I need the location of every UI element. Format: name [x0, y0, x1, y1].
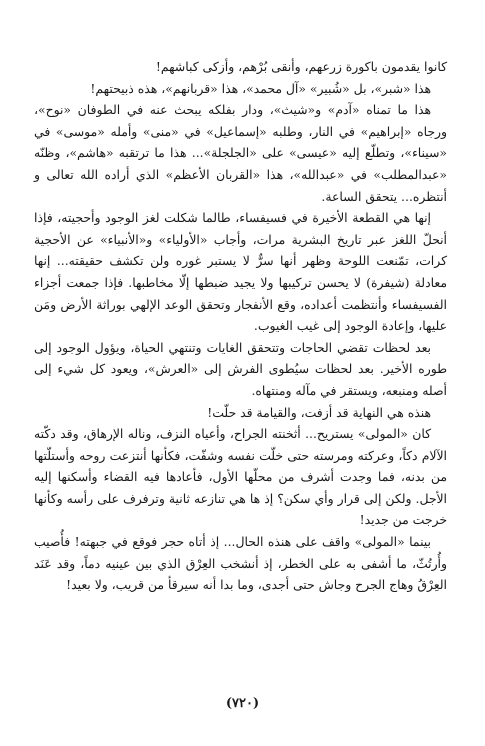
paragraph: هذا ما تمناه «آدم» و«شيث»، ودار بفلكه يبحث عنه في الطوفان «نوح»، ورجاه «إبراهيم» في النار، وطلبه «إسماعيل» في «منى» وأمله «موسى» في «سيناء»، وتطلّع إليه «عيسى» على «الجلجلة»... هذا ما ترتقبه «هاشم»، وظنّه «عبدالمطلب» في «عبدالله»، هذا «القربان الأعظم» الذي أراده الله تعالى و أنتظره... يتحقق الساعة.	[34, 102, 447, 204]
page-number: (٧٢٠)	[225, 696, 260, 711]
paragraph: إنها هي القطعة الأخيرة في فسيفساء، طالما شكلت لغز الوجود وأحجيته، فإذا أنحلّ اللغز عبر تاريخ البشرية مرات، وأجاب «الأولياء» و«الأنبياء» عن الأحجية كرات، تمّنعت اللوحة وظهر أنها سرٌّ لا يستبر غوره ولن تكشف حقيقته... إنها معادلة (شيفرة) لا يحسن تركيبها ولا يجيد ضبطها إلّا مخاطبها. فإذا جمعت أجزاء الفسيفساء وأنتظمت أعداده، وقع الأنفجار وتحقق الوعد الإلهي بوراثة الأرض ومَن عليها، وإعادة الوجود إلى غيب الغيوب.	[34, 210, 447, 334]
paragraph: بينما «المولى» واقف على هنذه الحال... إذ أتاه حجر فوقع في جبهته! فأُصيب وأُرتُثّ، ما أشفى به على الخطر، إذ أنشخب العِرْق الذي بين عينيه دماً، وقد عَنَد العِرْقُ وهاج الجرح وجاش حتى أجدى، وما بدا أنه سيرقأ من قريب، ولا بعيد!	[34, 534, 447, 593]
paragraph: بعد لحظات تقضي الحاجات وتتحقق الغايات وتنتهي الحياة، ويؤول الوجود إلى طوره الأخير. بعد لحظات سيُطوى الفرش إلى «العرش»، ويعود كل شيء إلى أصله ومنبعه، ويستقر في مآله ومنتهاه.	[34, 339, 447, 398]
paragraph: كانوا يقدمون باكورة زرعهم، وأنقى بُرْهم، وأزكى كباشهم!	[155, 59, 447, 74]
body-text	[34, 56, 447, 596]
paragraph: كان «المولى» يستريح... أثخنته الجراح، وأعياه النزف، وناله الإرهاق، وقد دكّته الآلام دكاً، وعركته ومرسته حتى خلّت نفسه وشفّت، فكأنها أنتزعت روحه وأستلّتها من بدنه، فما وجدت أشرف من محلّها الأول، فأعادها فيه القضاء وأسكنها إليه الأجل. ولكن إلى قرار وأي سكن؟ إذ ها هي تنازعه ثانية وترفرف على رأسه وكأنها خرجت من جديد!	[34, 426, 447, 528]
paragraph: هنذه هي النهاية قد أزفت، والقيامة قد حلّت!	[207, 404, 431, 420]
paragraph: هذا «شبر»، بل «شُبير» «آل محمد»، هذا «قربانهم»، هذه ذبيحتهم!	[90, 80, 431, 96]
